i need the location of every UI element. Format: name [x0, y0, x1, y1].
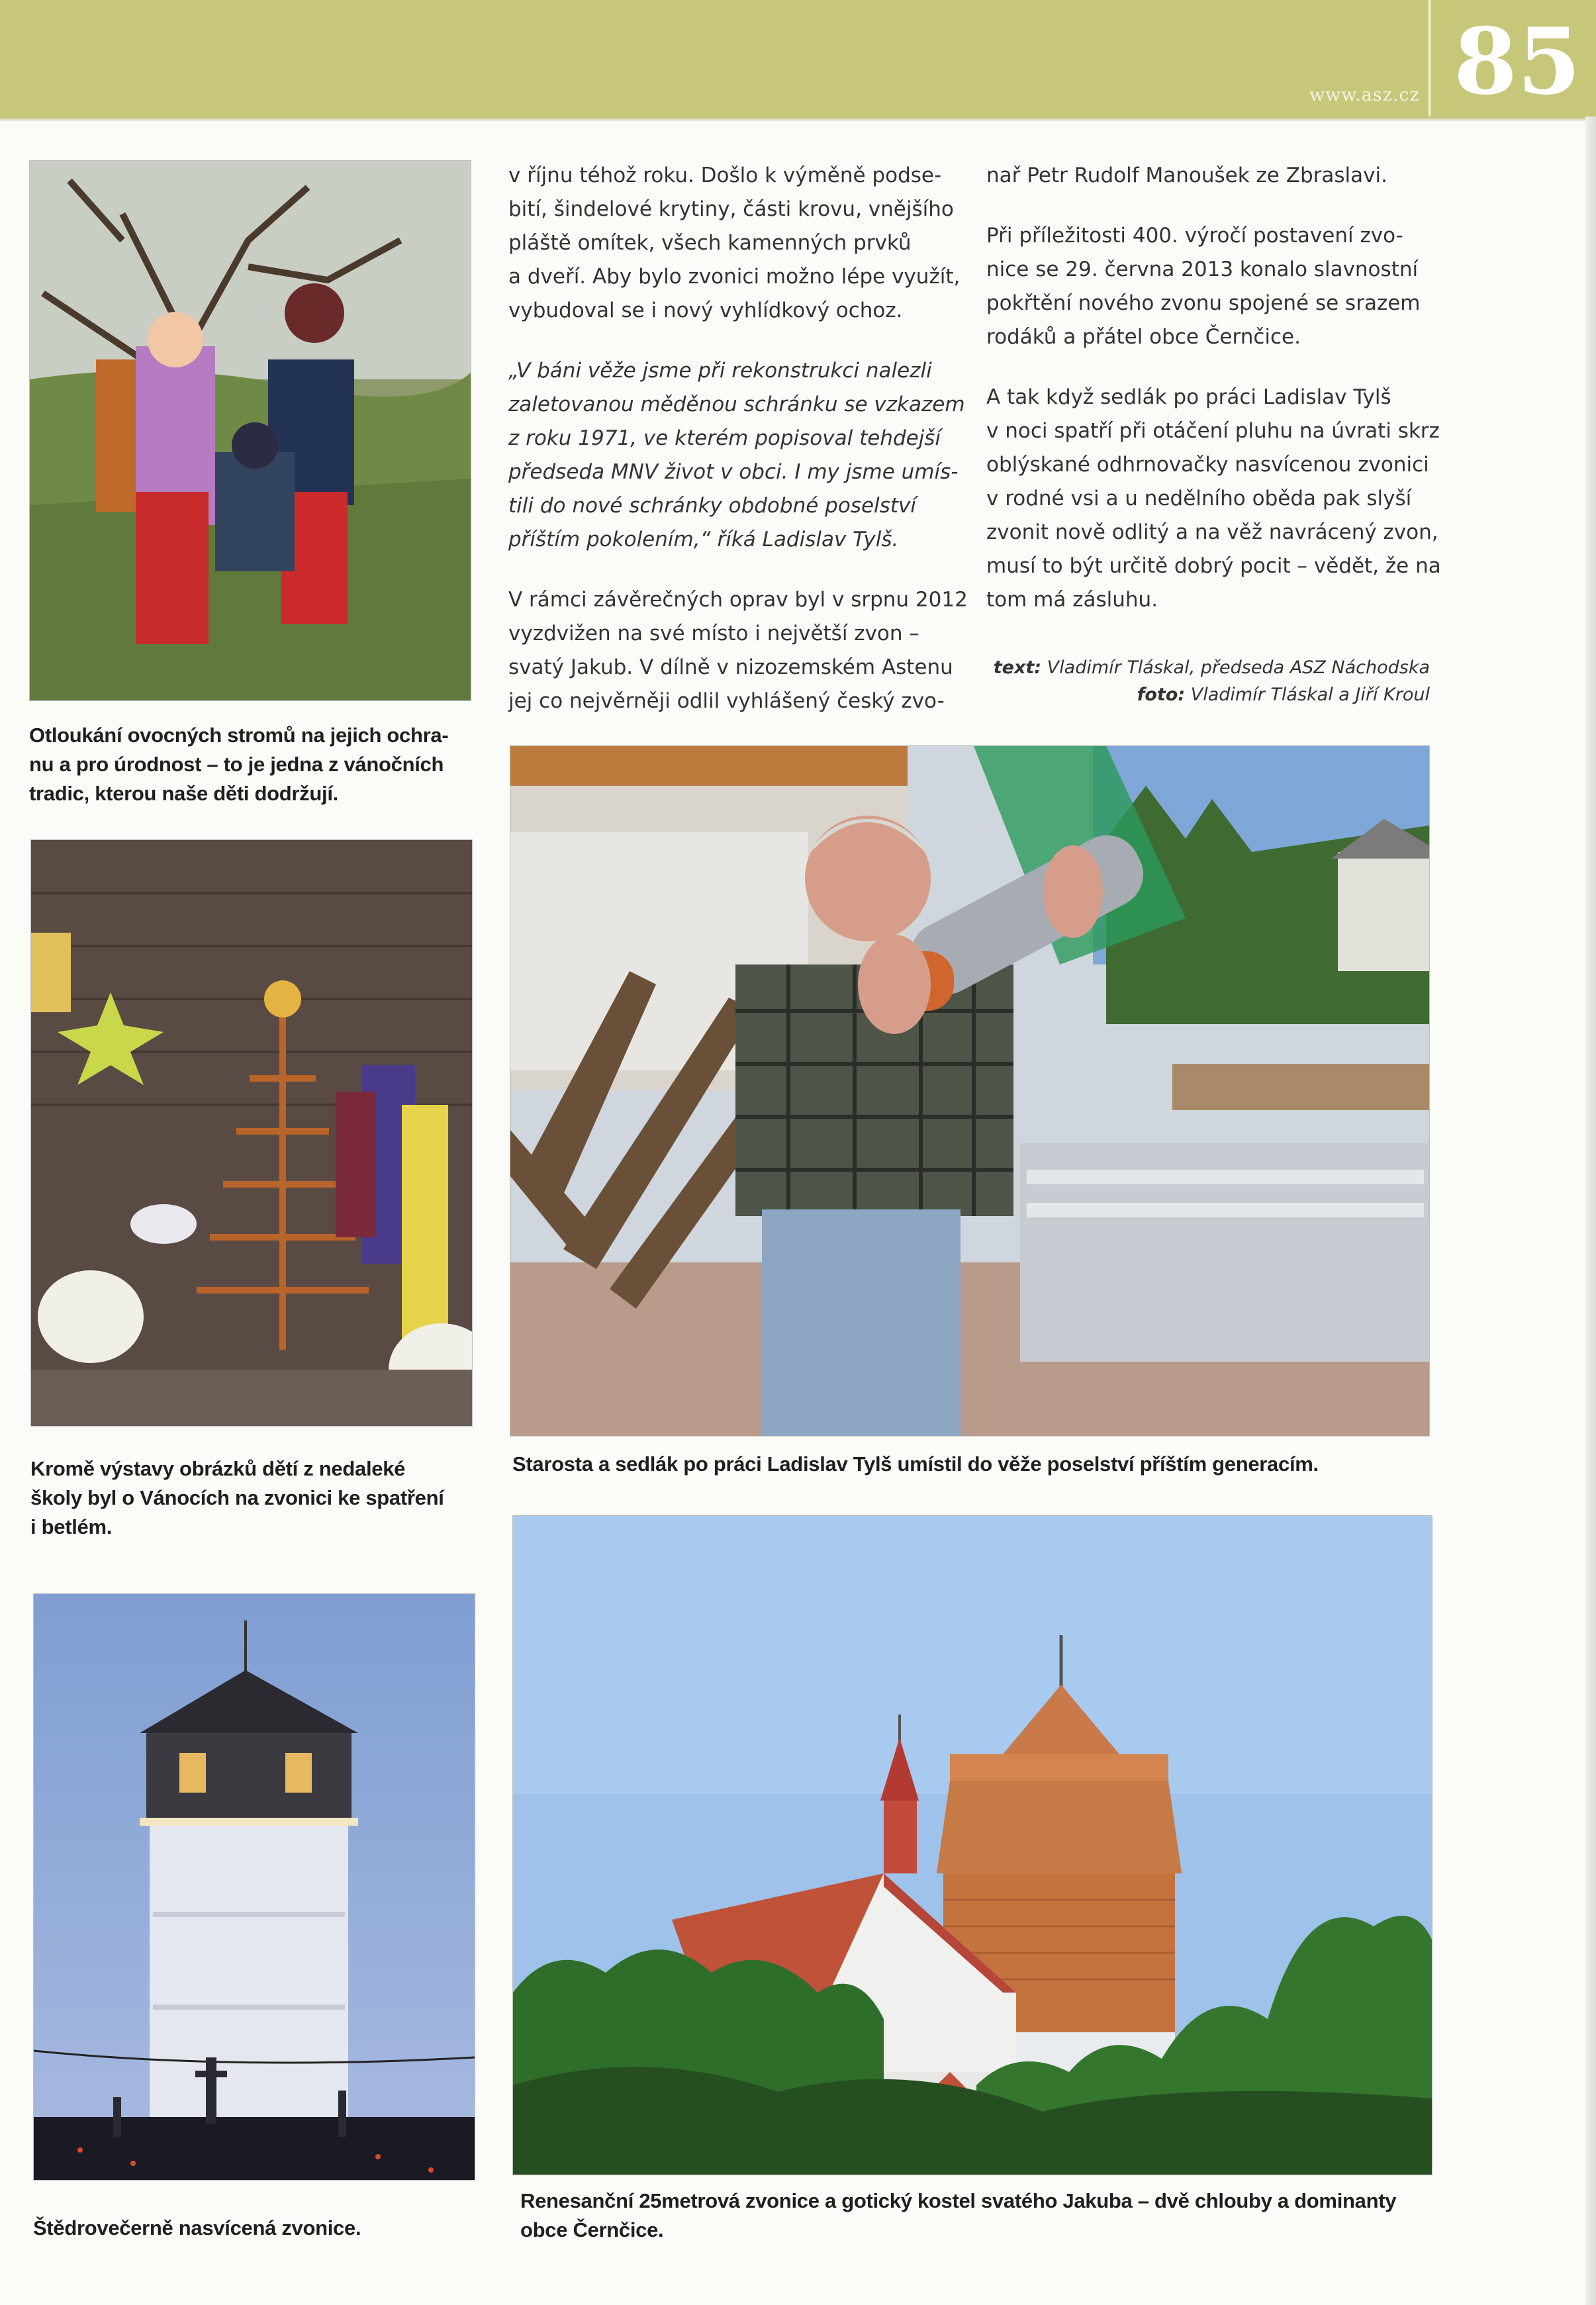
site-url: www.asz.cz [1309, 85, 1420, 105]
caption-nativity: Kromě výstavy obrázků dětí z nedaleké školy byl o Vánocích na zvonici ke spatření i betlém. [30, 1457, 444, 1538]
paragraph-bell: V rámci závěrečných oprav byl v srpnu 2012 vyzdvižen na své místo i největší zvon – svatý Jakub. V dílně v nizozemském Astenu jej co nejvěrněji odlil vyhlášený český zvo- [508, 588, 968, 713]
caption-tower-night: Štědrovečerně nasvícená zvonice. [33, 2216, 361, 2239]
page-number: 85 [1454, 7, 1581, 115]
photo-nativity [30, 839, 473, 1427]
paragraph-quote: „V báni věže jsme při rekonstrukci nalezli zaletovanou měděnou schránku se vzkazem z roku 1971, ve kterém popisoval tehdejší předseda MNV život v obci. I my jsme umís- tili do nové schránky obdobné poselství příštím pokolením,“ říká Ladislav Tylš. [508, 359, 965, 551]
paragraph-anniversary: Při příležitosti 400. výročí postavení zvo- nice se 29. června 2013 konalo slavnostní pokřtění nového zvonu spojené se srazem rodáků a přátel obce Černčice. [986, 224, 1421, 349]
credit-photo-value: Vladimír Tláskal a Jiří Kroul [1190, 684, 1430, 705]
photo-tower-night [33, 1593, 475, 2181]
credit-photo-label: foto: [1137, 684, 1186, 705]
paragraph-renovation: v říjnu téhož roku. Došlo k výměně podse- bití, šindelové krytiny, části krovu, vnějšího pláště omítek, všech kamenných prvků a dveří. Aby bylo zvonici možno lépe využít, vybudoval se i nový vyhlídkový ochoz. [508, 164, 961, 322]
article-column-middle [508, 159, 972, 718]
article-column-right [986, 159, 1450, 617]
paragraph-bellmaker: nař Petr Rudolf Manoušek ze Zbraslavi. [986, 164, 1387, 187]
caption-mayor: Starosta a sedlák po práci Ladislav Tylš umístil do věže poselství příštím generacím. [512, 1452, 1319, 1476]
caption-children-trees: Otloukání ovocných stromů na jejich ochra- nu a pro úrodnost – to je jedna z vánočních tradic, kterou naše děti dodržují. [29, 724, 449, 805]
photo-church-tower [512, 1515, 1432, 2175]
photo-children-tree [29, 160, 471, 701]
credit-text [953, 654, 1430, 681]
caption-church: Renesanční 25metrová zvonice a gotický kostel svatého Jakuba – dvě chlouby a dominanty obce Černčice. [520, 2189, 1397, 2241]
page-edge-shadow [1585, 117, 1596, 2305]
paragraph-closing: A tak když sedlák po práci Ladislav Tylš v noci spatří při otáčení pluhu na úvrati skrz oblýskané odhrnovačky nasvícenou zvonici v rodné vsi a u nedělního oběda pak slyší zvonit nově odlitý a na věž navrácený zvon, musí to být určitě dobrý pocit – vědět, že na tom má zásluhu. [986, 385, 1441, 612]
credit-text-value: Vladimír Tláskal, předseda ASZ Náchodska [1047, 657, 1430, 678]
photo-mayor-capsule [510, 745, 1430, 1436]
credit-text-label: text: [993, 657, 1042, 678]
header-divider [1429, 0, 1431, 117]
credits [953, 654, 1430, 708]
credit-photo [953, 681, 1430, 708]
